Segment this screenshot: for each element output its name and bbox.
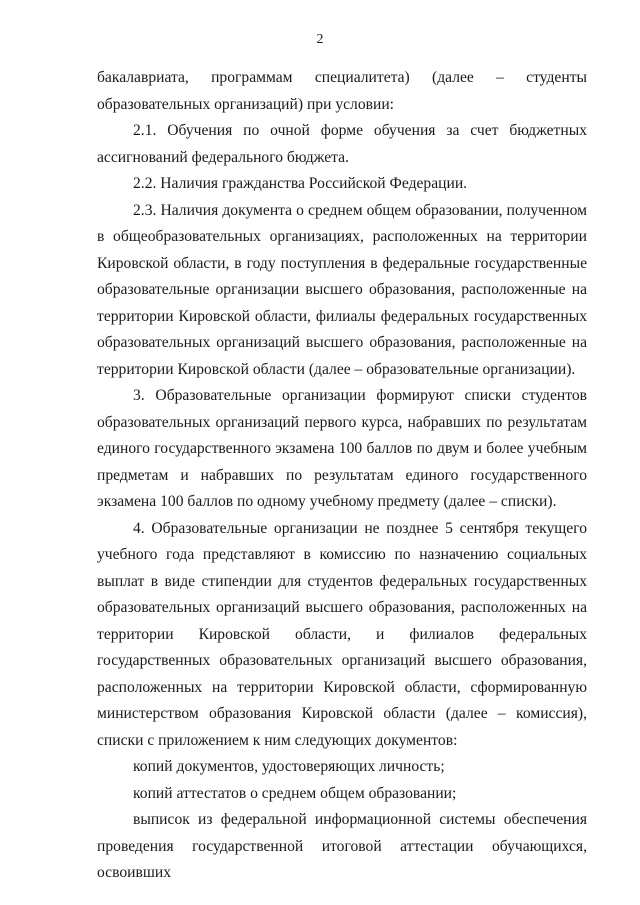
paragraph-2-3: 2.3. Наличия документа о среднем общем образовании, полученном в общеобразовательных организациях, расположенных на территории Кировской области, в году поступления в федеральные государственные образовательные организации высшего образования, расположенные на территории Кировской области, филиалы федеральных государственных образовательных организаций высшего образования, расположенные на территории Кировской области (далее – образовательные организации). (97, 201, 587, 378)
paragraph-4: 4. Образовательные организации не позднее 5 сентября текущего учебного года представляют в комиссию по назначению социальных выплат в виде стипендии для студентов федеральных государственных образовательных организаций высшего образования, расположенных на территории Кировской области, и филиалов федеральных государственных образовательных организаций высшего образования, расположенных на территории Кировской области, сформированную министерством образования Кировской области (далее – комиссия), списки с приложением к ним следующих документов: (97, 519, 587, 749)
paragraph-intro-continuation: бакалавриата, программам специалитета) (далее – студенты образовательных организаций) при условии: (97, 69, 587, 113)
document-body (97, 65, 587, 887)
page-number: 2 (316, 32, 324, 47)
paragraph-3: 3. Образовательные организации формируют списки студентов образовательных организаций первого курса, набравших по результатам единого государственного экзамена 100 баллов по двум и более учебным предметам и набравших по результатам единого государственного экзамена 100 баллов по одному учебному предмету (далее – списки). (97, 387, 587, 510)
list-item-extracts: выписок из федеральной информационной системы обеспечения проведения государственной итоговой аттестации обучающихся, освоивших (97, 811, 587, 881)
paragraph-2-1: 2.1. Обучения по очной форме обучения за счет бюджетных ассигнований федерального бюджета. (97, 122, 587, 166)
paragraph-2-2: 2.2. Наличия гражданства Российской Федерации. (133, 175, 468, 192)
list-item-certificates: копий аттестатов о среднем общем образовании; (133, 784, 457, 802)
list-item-identity-docs: копий документов, удостоверяющих личность; (133, 758, 445, 775)
